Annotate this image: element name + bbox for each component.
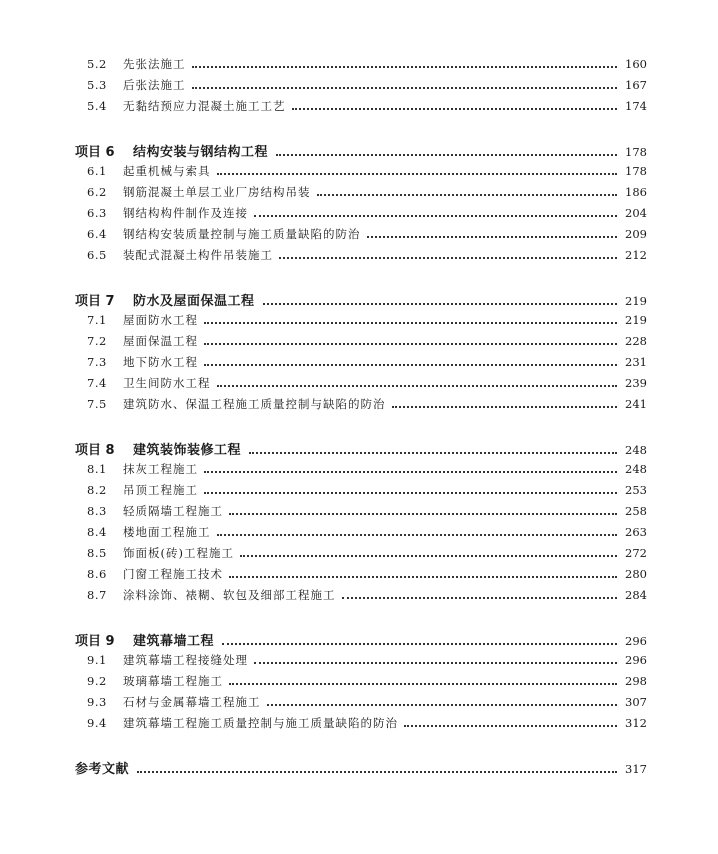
section-number: 6.3 xyxy=(87,206,107,220)
page-number: 160 xyxy=(625,57,647,71)
page-number: 204 xyxy=(625,206,647,220)
chapter-title: 防水及屋面保温工程 xyxy=(133,294,255,309)
dot-leader xyxy=(204,491,617,494)
dot-leader xyxy=(240,554,617,557)
page-number: 231 xyxy=(625,355,647,369)
dot-leader xyxy=(404,724,617,727)
section-title: 建筑幕墙工程接缝处理 xyxy=(123,653,248,667)
page-number: 298 xyxy=(625,674,647,688)
section-title: 屋面保温工程 xyxy=(123,334,198,348)
dot-leader xyxy=(229,682,617,685)
page-number: 317 xyxy=(625,762,647,776)
section-number: 8.5 xyxy=(87,546,107,560)
dot-leader xyxy=(137,770,617,773)
section-number: 5.4 xyxy=(87,99,107,113)
section-title: 楼地面工程施工 xyxy=(123,525,211,539)
page-number: 219 xyxy=(625,313,647,327)
toc-references-row[interactable] xyxy=(75,758,647,777)
dot-leader xyxy=(279,256,617,259)
toc-section-row[interactable] xyxy=(87,98,647,114)
toc-section-row[interactable] xyxy=(87,247,647,263)
dot-leader xyxy=(276,153,617,156)
section-number: 9.4 xyxy=(87,716,107,730)
page-number: 280 xyxy=(625,567,647,581)
section-number: 9.3 xyxy=(87,695,107,709)
page-number: 178 xyxy=(625,145,647,159)
page-number: 212 xyxy=(625,248,647,262)
toc-section-row[interactable] xyxy=(87,694,647,710)
section-number: 8.1 xyxy=(87,462,107,476)
dot-leader xyxy=(204,363,617,366)
toc-chapter-row[interactable] xyxy=(75,439,647,458)
section-number: 6.4 xyxy=(87,227,107,241)
dot-leader xyxy=(204,470,617,473)
toc-section-row[interactable] xyxy=(87,333,647,349)
dot-leader xyxy=(229,512,617,515)
toc-section-row[interactable] xyxy=(87,503,647,519)
section-title: 吊顶工程施工 xyxy=(123,483,198,497)
page-number: 239 xyxy=(625,376,647,390)
toc-section-row[interactable] xyxy=(87,545,647,561)
dot-leader xyxy=(217,172,618,175)
toc-section-row[interactable] xyxy=(87,77,647,93)
page-number: 167 xyxy=(625,78,647,92)
toc-section-row[interactable] xyxy=(87,482,647,498)
section-title: 建筑幕墙工程施工质量控制与施工质量缺陷的防治 xyxy=(123,716,398,730)
page-number: 312 xyxy=(625,716,647,730)
dot-leader xyxy=(292,107,618,110)
dot-leader xyxy=(317,193,618,196)
toc-section-row[interactable] xyxy=(87,205,647,221)
section-number: 6.1 xyxy=(87,164,107,178)
chapter-label: 项目 6 xyxy=(75,145,115,160)
toc-section-row[interactable] xyxy=(87,524,647,540)
toc-section-row[interactable] xyxy=(87,226,647,242)
section-title: 卫生间防水工程 xyxy=(123,376,211,390)
section-number: 7.4 xyxy=(87,376,107,390)
toc-section-row[interactable] xyxy=(87,461,647,477)
section-number: 5.2 xyxy=(87,57,107,71)
section-title: 无黏结预应力混凝土施工工艺 xyxy=(123,99,286,113)
page-number: 307 xyxy=(625,695,647,709)
page-number: 284 xyxy=(625,588,647,602)
page-number: 296 xyxy=(625,653,647,667)
toc-section-row[interactable] xyxy=(87,715,647,731)
toc-section-row[interactable] xyxy=(87,312,647,328)
section-title: 玻璃幕墙工程施工 xyxy=(123,674,223,688)
page-number: 178 xyxy=(625,164,647,178)
dot-leader xyxy=(204,321,617,324)
section-title: 轻质隔墙工程施工 xyxy=(123,504,223,518)
page-number: 241 xyxy=(625,397,647,411)
section-number: 7.5 xyxy=(87,397,107,411)
page-number: 263 xyxy=(625,525,647,539)
page-number: 219 xyxy=(625,294,647,308)
section-number: 7.2 xyxy=(87,334,107,348)
chapter-label: 项目 7 xyxy=(75,294,115,309)
toc-section-row[interactable] xyxy=(87,566,647,582)
dot-leader xyxy=(217,533,618,536)
dot-leader xyxy=(254,661,617,664)
toc-section-row[interactable] xyxy=(87,354,647,370)
section-number: 9.2 xyxy=(87,674,107,688)
dot-leader xyxy=(367,235,618,238)
page-number: 272 xyxy=(625,546,647,560)
toc-section-row[interactable] xyxy=(87,587,647,603)
dot-leader xyxy=(204,342,617,345)
section-title: 后张法施工 xyxy=(123,78,186,92)
page-number: 258 xyxy=(625,504,647,518)
page-number: 248 xyxy=(625,443,647,457)
chapter-title: 建筑幕墙工程 xyxy=(133,634,215,649)
chapter-label: 项目 9 xyxy=(75,634,115,649)
toc-section-row[interactable] xyxy=(87,163,647,179)
dot-leader xyxy=(392,405,618,408)
section-title: 建筑防水、保温工程施工质量控制与缺陷的防治 xyxy=(123,397,386,411)
section-number: 8.2 xyxy=(87,483,107,497)
dot-leader xyxy=(192,65,618,68)
section-title: 钢结构安装质量控制与施工质量缺陷的防治 xyxy=(123,227,361,241)
section-number: 7.1 xyxy=(87,313,107,327)
toc-section-row[interactable] xyxy=(87,184,647,200)
section-title: 装配式混凝土构件吊装施工 xyxy=(123,248,273,262)
section-number: 8.4 xyxy=(87,525,107,539)
section-title: 门窗工程施工技术 xyxy=(123,567,223,581)
section-title: 屋面防水工程 xyxy=(123,313,198,327)
toc-section-row[interactable] xyxy=(87,56,647,72)
section-title: 先张法施工 xyxy=(123,57,186,71)
dot-leader xyxy=(217,384,618,387)
chapter-label: 项目 8 xyxy=(75,443,115,458)
section-title: 起重机械与索具 xyxy=(123,164,211,178)
section-number: 8.7 xyxy=(87,588,107,602)
dot-leader xyxy=(192,86,618,89)
dot-leader xyxy=(254,214,617,217)
toc-section-row[interactable] xyxy=(87,396,647,412)
toc-chapter-row[interactable] xyxy=(75,630,647,649)
section-number: 8.6 xyxy=(87,567,107,581)
page-number: 248 xyxy=(625,462,647,476)
chapter-title: 建筑装饰装修工程 xyxy=(133,443,242,458)
section-title: 地下防水工程 xyxy=(123,355,198,369)
section-title: 钢结构构件制作及连接 xyxy=(123,206,248,220)
toc-chapter-row[interactable] xyxy=(75,141,647,160)
section-title: 涂料涂饰、裱糊、软包及细部工程施工 xyxy=(123,588,336,602)
dot-leader xyxy=(229,575,617,578)
page-number: 174 xyxy=(625,99,647,113)
toc-chapter-row[interactable] xyxy=(75,290,647,309)
section-title: 钢筋混凝土单层工业厂房结构吊装 xyxy=(123,185,311,199)
toc-section-row[interactable] xyxy=(87,375,647,391)
page-number: 228 xyxy=(625,334,647,348)
chapter-title: 参考文献 xyxy=(75,762,130,777)
section-title: 饰面板(砖)工程施工 xyxy=(123,546,234,560)
toc-section-row[interactable] xyxy=(87,673,647,689)
section-number: 6.2 xyxy=(87,185,107,199)
section-title: 抹灰工程施工 xyxy=(123,462,198,476)
page-number: 186 xyxy=(625,185,647,199)
section-number: 9.1 xyxy=(87,653,107,667)
dot-leader xyxy=(342,596,618,599)
section-title: 石材与金属幕墙工程施工 xyxy=(123,695,261,709)
section-number: 5.3 xyxy=(87,78,107,92)
chapter-title: 结构安装与钢结构工程 xyxy=(133,145,269,160)
page-number: 253 xyxy=(625,483,647,497)
dot-leader xyxy=(267,703,618,706)
page-number: 296 xyxy=(625,634,647,648)
dot-leader xyxy=(222,642,617,645)
dot-leader xyxy=(249,451,617,454)
section-number: 8.3 xyxy=(87,504,107,518)
section-number: 6.5 xyxy=(87,248,107,262)
page-number: 209 xyxy=(625,227,647,241)
section-number: 7.3 xyxy=(87,355,107,369)
dot-leader xyxy=(263,302,617,305)
toc-section-row[interactable] xyxy=(87,652,647,668)
